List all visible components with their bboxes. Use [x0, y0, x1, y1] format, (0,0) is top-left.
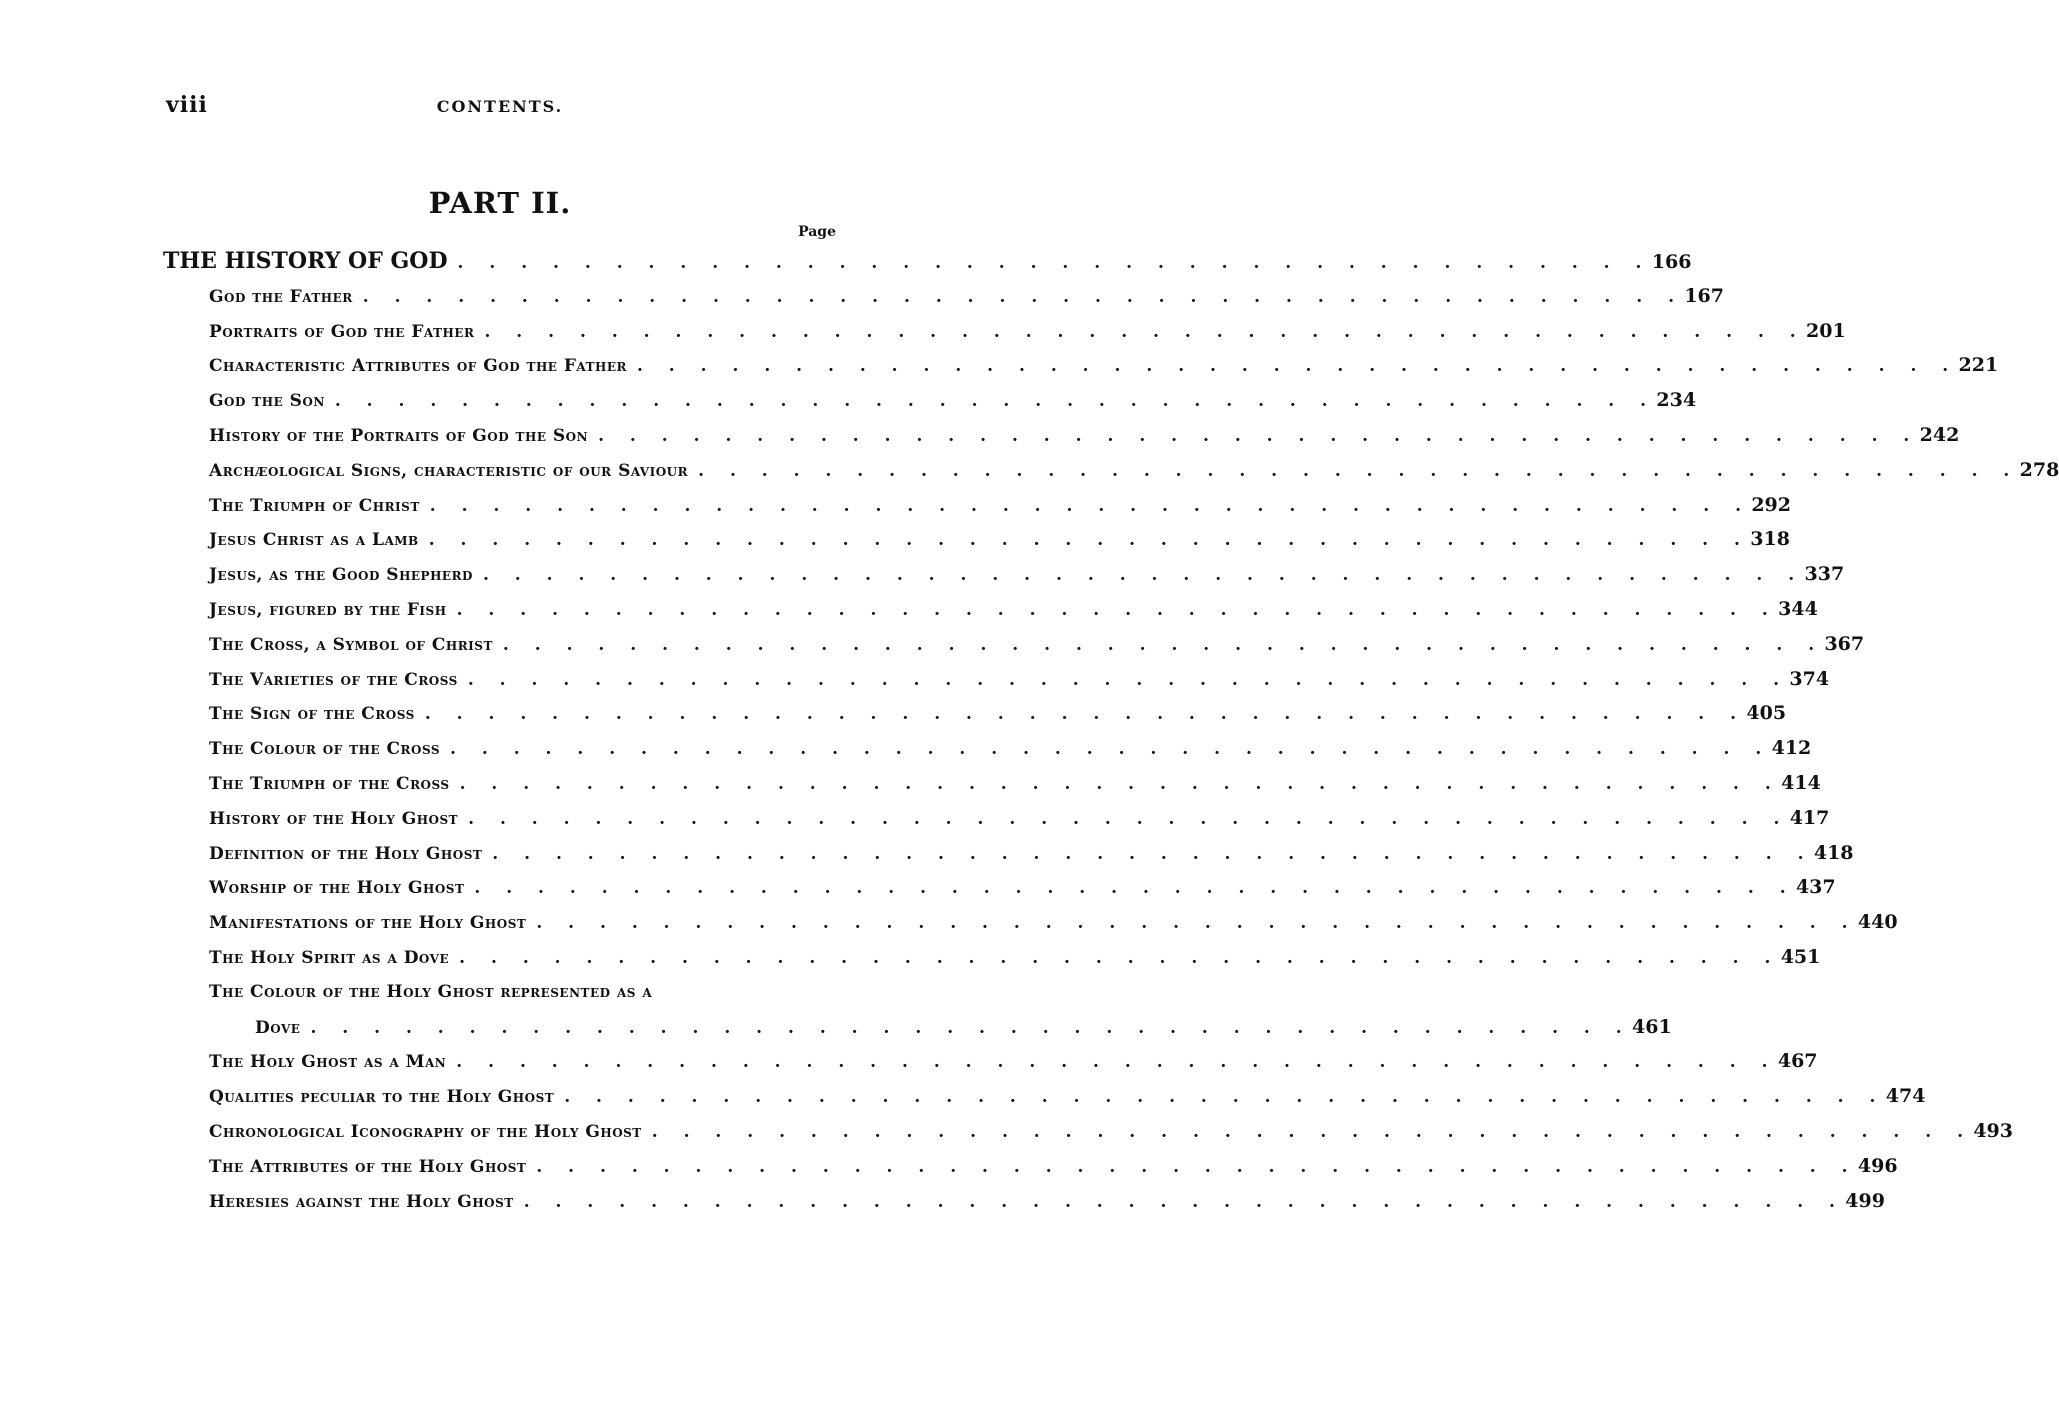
toc-entry [163, 1149, 1898, 1184]
dot-leader: . . . . . . . . . . . . . . . . . . . . . . . . . . . . . . . . . . . . . . . . . . [636, 356, 1959, 377]
toc-entry [163, 1114, 2013, 1149]
toc-page-number: 242 [1919, 423, 1960, 446]
toc-page-number: 412 [1771, 737, 1812, 760]
toc-page-number: 201 [1806, 319, 1846, 342]
toc-entry [163, 453, 2059, 488]
toc-entry [163, 766, 1821, 801]
toc-page-number: 337 [1804, 563, 1845, 586]
toc-page-number: 374 [1789, 667, 1830, 690]
toc-page-number: 234 [1656, 389, 1697, 412]
toc-entry-title: History of the Portraits of God the Son [209, 425, 589, 446]
toc-entry [163, 801, 1830, 836]
toc-entry-title: The Cross, a Symbol of Christ [209, 634, 493, 655]
toc-entry-title: Jesus Christ as a Lamb [209, 530, 419, 551]
toc-entry [163, 696, 1787, 731]
page-number: viii [166, 92, 208, 118]
toc-entry-title: The Holy Spirit as a Dove [209, 947, 450, 968]
toc-page-number: 367 [1824, 632, 1865, 655]
toc-entry [163, 418, 1960, 453]
toc-page-number: 461 [1632, 1015, 1672, 1038]
toc-page-number: 278 [2019, 458, 2059, 481]
dot-leader: . . . . . . . . . . . . . . . . . . . . . . . . . . . . . . . . . . . . . . . . . . [310, 1017, 1632, 1038]
toc-entry-title: Archæological Signs, characteristic of our Saviour [209, 460, 689, 481]
toc-entry-title: Worship of the Holy Ghost [209, 878, 465, 899]
dot-leader: . . . . . . . . . . . . . . . . . . . . . . . . . . . . . . . . . . . . . . . . . . [536, 1156, 1858, 1177]
toc-entry [163, 905, 1898, 940]
dot-leader: . . . . . . . . . . . . . . . . . . . . . . . . . . . . . . . . . . . . . . . . . . [564, 1087, 1886, 1108]
toc-entry [163, 836, 1854, 871]
toc-entry-title: The Sign of the Cross [209, 704, 415, 725]
table-of-contents [163, 244, 2059, 1218]
toc-entry-title: THE HISTORY OF GOD [163, 248, 448, 274]
dot-leader: . . . . . . . . . . . . . . . . . . . . . . . . . . . . . . . . . . . . . . [457, 253, 1652, 273]
dot-leader: . . . . . . . . . . . . . . . . . . . . . . . . . . . . . . . . . . . . . . . . . . [502, 634, 1825, 655]
toc-entry-title: The Colour of the Cross [209, 739, 441, 760]
toc-entry-title: God the Son [209, 391, 325, 412]
dot-leader: . . . . . . . . . . . . . . . . . . . . . . . . . . . . . . . . . . . . . . . . . . [456, 1052, 1778, 1073]
toc-entry [163, 314, 1846, 349]
toc-entry-title-continued: Dove [255, 1017, 301, 1038]
toc-page-number: 493 [1973, 1119, 2013, 1142]
running-head: CONTENTS. [436, 97, 564, 116]
toc-entry-title: God the Father [209, 286, 353, 307]
toc-entry [163, 383, 1697, 418]
dot-leader: . . . . . . . . . . . . . . . . . . . . . . . . . . . . . . . . . . . . . . . . . . [698, 460, 2020, 481]
toc-page-number: 417 [1789, 806, 1830, 829]
toc-page-number: 167 [1684, 284, 1724, 307]
toc-entry [163, 488, 1791, 523]
toc-entry [163, 1044, 1818, 1079]
toc-entry-title: Chronological Iconography of the Holy Ghost [209, 1121, 642, 1142]
toc-entry-title: The Holy Ghost as a Man [209, 1052, 447, 1073]
toc-entry-title: Definition of the Holy Ghost [209, 843, 483, 864]
toc-page-number: 414 [1781, 771, 1821, 794]
toc-entry-title: The Varieties of the Cross [209, 669, 458, 690]
toc-entry-title: The Triumph of Christ [209, 495, 420, 516]
dot-leader: . . . . . . . . . . . . . . . . . . . . . . . . . . . . . . . . . . . . . . . . . . [484, 321, 1806, 342]
dot-leader: . . . . . . . . . . . . . . . . . . . . . . . . . . . . . . . . . . . . . . . . . . [523, 1191, 1845, 1212]
toc-entry-title: Characteristic Attributes of God the Father [209, 356, 627, 377]
dot-leader: . . . . . . . . . . . . . . . . . . . . . . . . . . . . . . . . . . . . . . . . . . [424, 704, 1747, 725]
toc-entry [163, 975, 836, 1010]
dot-leader: . . . . . . . . . . . . . . . . . . . . . . . . . . . . . . . . . . . . . . . . . . [536, 913, 1858, 934]
toc-entry [163, 940, 1821, 975]
toc-entry [163, 348, 1999, 383]
dot-leader: . . . . . . . . . . . . . . . . . . . . . . . . . . . . . . . . . . . . . . . . . . [467, 669, 1790, 690]
toc-entry [163, 1079, 1926, 1114]
toc-page-number: 499 [1845, 1189, 1885, 1212]
toc-page-number: 166 [1651, 251, 1692, 273]
toc-entry [163, 279, 1724, 314]
toc-entry [163, 1184, 1885, 1219]
toc-entry-title: Qualities peculiar to the Holy Ghost [209, 1087, 555, 1108]
toc-page-number: 440 [1857, 911, 1898, 934]
toc-entry [163, 731, 1812, 766]
toc-page-number: 292 [1751, 493, 1791, 516]
toc-page-number: 437 [1795, 876, 1836, 899]
toc-page-number: 496 [1857, 1154, 1898, 1177]
toc-entry-title: Jesus, as the Good Shepherd [209, 565, 473, 586]
dot-leader: . . . . . . . . . . . . . . . . . . . . . . . . . . . . . . . . . . . . . . . . . . [598, 425, 1920, 446]
toc-page-number: 474 [1885, 1085, 1926, 1108]
dot-leader: . . . . . . . . . . . . . . . . . . . . . . . . . . . . . . . . . . . . . . . . . . [474, 878, 1796, 899]
toc-entry-title: Heresies against the Holy Ghost [209, 1191, 514, 1212]
toc-page-number: 344 [1778, 597, 1818, 620]
dot-leader: . . . . . . . . . . . . . . . . . . . . . . . . . . . . . . . . . . . . . . . . . . [429, 495, 1751, 516]
dot-leader: . . . . . . . . . . . . . . . . . . . . . . . . . . . . . . . . . . . . . . . . . . [459, 773, 1781, 794]
toc-page-number: 405 [1746, 702, 1787, 725]
dot-leader: . . . . . . . . . . . . . . . . . . . . . . . . . . . . . . . . . . . . . . . . . . [362, 286, 1684, 307]
toc-page-number: 318 [1750, 528, 1790, 551]
dot-leader: . . . . . . . . . . . . . . . . . . . . . . . . . . . . . . . . . . . . . . . . . . [492, 843, 1814, 864]
toc-entry-title: The Colour of the Holy Ghost represented as a [209, 981, 653, 1002]
toc-entry [163, 557, 1845, 592]
dot-leader: . . . . . . . . . . . . . . . . . . . . . . . . . . . . . . . . . . . . . . . . . . [334, 391, 1657, 412]
dot-leader: . . . . . . . . . . . . . . . . . . . . . . . . . . . . . . . . . . . . . . . . . . [456, 599, 1778, 620]
toc-entry-title: Jesus, figured by the Fish [209, 599, 447, 620]
part-title: PART II. [428, 186, 572, 220]
toc-main-entry [163, 244, 1692, 279]
toc-page-number: 418 [1813, 841, 1854, 864]
toc-entry [163, 592, 1818, 627]
toc-entry [163, 662, 1830, 697]
toc-entry-title: History of the Holy Ghost [209, 808, 459, 829]
dot-leader: . . . . . . . . . . . . . . . . . . . . . . . . . . . . . . . . . . . . . . . . . . [459, 947, 1781, 968]
toc-page-number: 451 [1780, 945, 1821, 968]
toc-page-number: 221 [1958, 354, 1999, 377]
toc-entry [163, 522, 1790, 557]
toc-entry-title: The Triumph of the Cross [209, 773, 450, 794]
toc-entry-title: The Attributes of the Holy Ghost [209, 1156, 527, 1177]
page-column-label: Page [798, 224, 836, 240]
toc-entry-continuation [163, 1010, 1672, 1045]
toc-entry-title: Portraits of God the Father [209, 321, 475, 342]
toc-entry [163, 870, 1836, 905]
toc-entry [163, 627, 1865, 662]
toc-page-number: 467 [1777, 1050, 1818, 1073]
dot-leader: . . . . . . . . . . . . . . . . . . . . . . . . . . . . . . . . . . . . . . . . . . [482, 565, 1805, 586]
dot-leader: . . . . . . . . . . . . . . . . . . . . . . . . . . . . . . . . . . . . . . . . . . [651, 1121, 1973, 1142]
dot-leader: . . . . . . . . . . . . . . . . . . . . . . . . . . . . . . . . . . . . . . . . . . [428, 530, 1750, 551]
dot-leader: . . . . . . . . . . . . . . . . . . . . . . . . . . . . . . . . . . . . . . . . . . [450, 739, 1772, 760]
dot-leader: . . . . . . . . . . . . . . . . . . . . . . . . . . . . . . . . . . . . . . . . . . [468, 808, 1790, 829]
toc-entry-title: Manifestations of the Holy Ghost [209, 913, 527, 934]
